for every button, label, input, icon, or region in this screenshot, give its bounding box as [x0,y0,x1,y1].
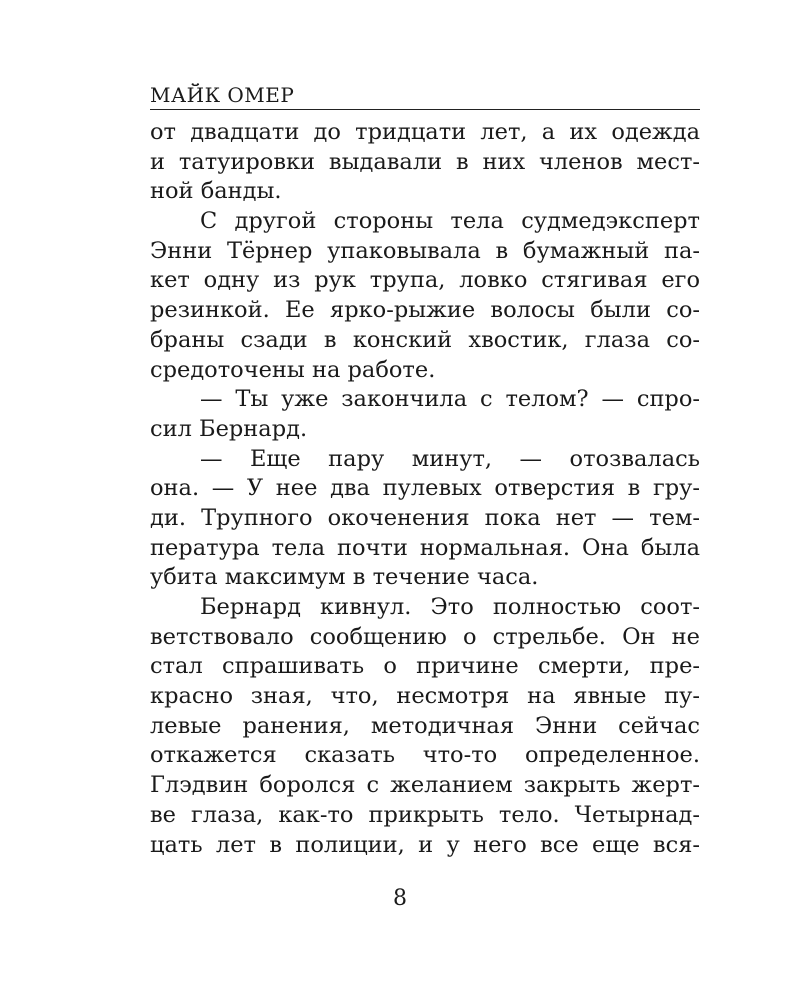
text-line: левые ранения, методичная Энни сейчас [150,712,700,739]
text-line: она. — У нее два пулевых отверстия в гру- [150,475,700,502]
text-line: ди. Трупного окоченения пока нет — тем- [150,504,700,531]
text-line: Энни Тёрнер упаковывала в бумажный па- [150,237,700,264]
text-line: красно зная, что, несмотря на явные пу- [150,683,700,710]
text-line: Глэдвин боролся с желанием закрыть жерт- [150,772,700,799]
text-line: средоточены на работе. [150,356,436,383]
text-line: сил Бернард. [150,415,308,442]
text-line: ной банды. [150,178,282,205]
text-line: убита максимум в течение часа. [150,564,539,591]
text-line: кет одну из рук трупа, ловко стягивая его [150,267,700,294]
text-line: стал спрашивать о причине смерти, пре- [150,653,700,680]
text-line: пература тела почти нормальная. Она была [150,534,700,561]
body-text [150,118,700,860]
running-head-author: МАЙК ОМЕР [150,84,700,110]
text-line: от двадцати до тридцати лет, а их одежда [150,119,700,145]
text-line: С другой стороны тела судмедэксперт [200,208,700,235]
text-line: и татуировки выдавали в них членов мест- [150,148,700,175]
text-line: браны сзади в конский хвостик, глаза со- [150,326,700,353]
text-line: цать лет в полиции, и у него все еще вся- [150,831,700,858]
text-line: откажется сказать что-то определенное. [150,742,700,769]
text-line: — Ты уже закончила с телом? — спро- [200,386,700,413]
text-line: ветствовало сообщению о стрельбе. Он не [150,623,700,650]
text-line: ве глаза, как-то прикрыть тело. Четырнад- [150,801,700,828]
book-page [150,84,700,860]
text-line: Бернард кивнул. Это полностью соот- [200,594,700,620]
text-line: — Еще пару минут, — отозвалась [200,445,700,472]
page-number: 8 [393,886,407,911]
text-line: резинкой. Ее ярко-рыжие волосы были со- [150,297,700,324]
